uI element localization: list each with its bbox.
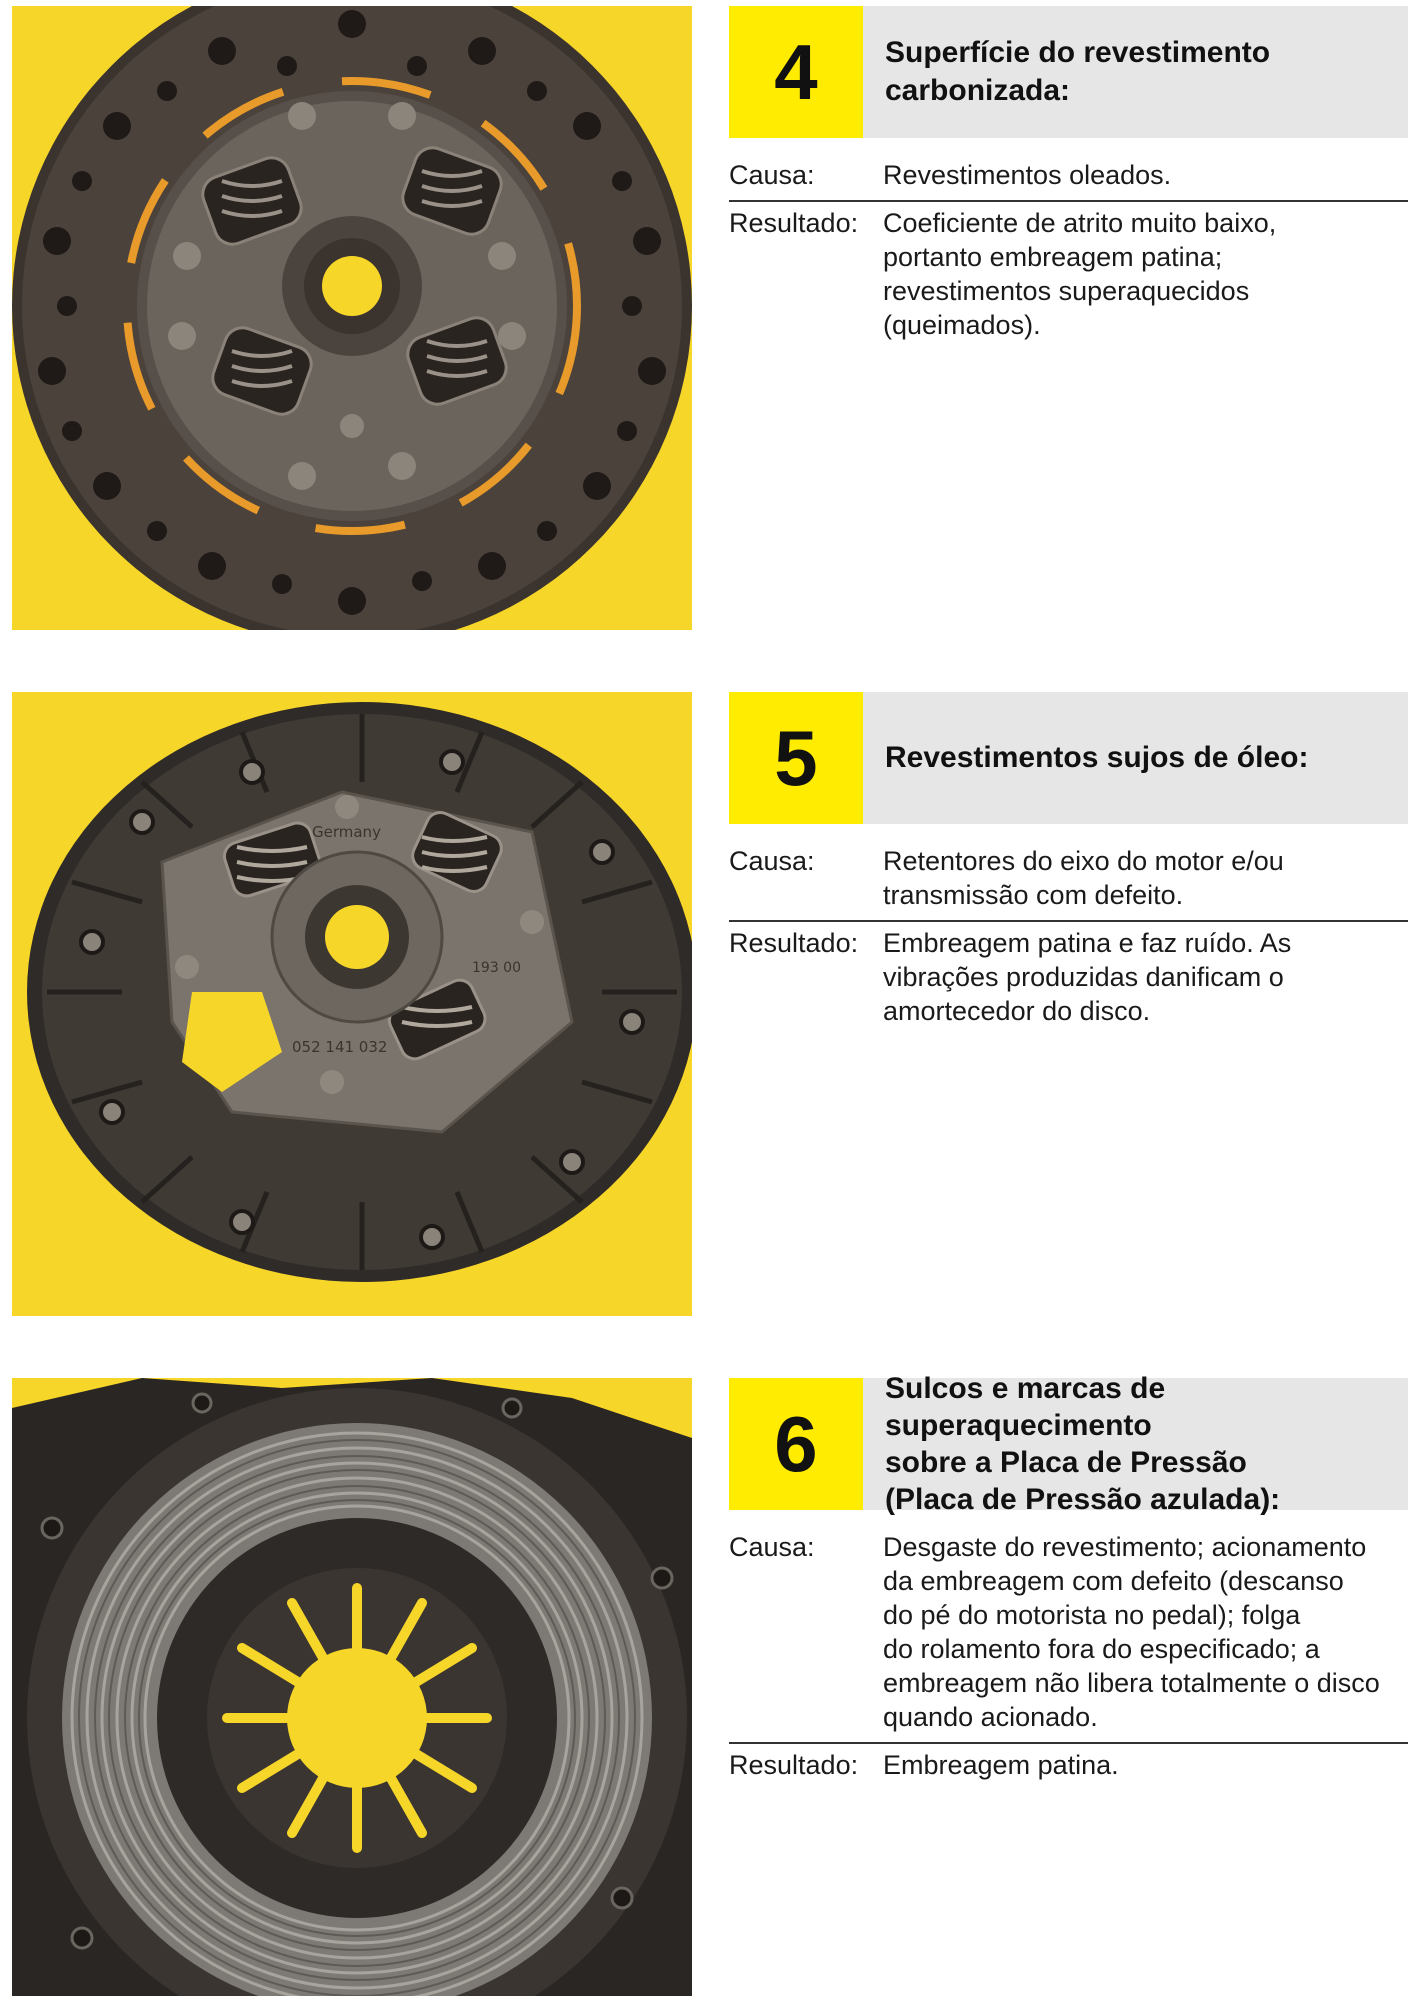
cause-value: Retentores do eixo do motor e/ou transmissão com defeito. [883,846,1284,910]
photo-clutch-disc-carbonized [12,6,692,630]
section-details [729,154,1408,350]
cause-label: Causa: [729,846,815,876]
result-row [729,922,1408,1036]
result-value: Coeficiente de atrito muito baixo, portanto embreagem patina; revestimentos superaquecidos (queimados). [883,208,1277,340]
stamp-label-top: Germany [312,823,381,841]
part-number-label: 052 141 032 [292,1038,388,1056]
result-label: Resultado: [729,928,859,958]
result-row [729,1744,1408,1790]
cause-label: Causa: [729,160,815,190]
cause-value: Revestimentos oleados. [883,160,1172,190]
section-number: 6 [729,1378,863,1510]
section-header [729,692,1408,824]
section-details [729,840,1408,1036]
result-value: Embreagem patina e faz ruído. As vibrações produzidas danificam o amortecedor do disco. [883,928,1292,1026]
cause-value: Desgaste do revestimento; acionamento da embreagem com defeito (descanso do pé do motorista no pedal); folga do rolamento fora do especificado; a embreagem não libera totalmente o disco quando acionado. [883,1532,1380,1732]
section-header [729,6,1408,138]
result-label: Resultado: [729,1750,859,1780]
cause-row [729,1526,1408,1744]
clutch-disc-illustration [12,6,692,630]
cause-row [729,840,1408,922]
section-details [729,1526,1408,1790]
section-number: 5 [729,692,863,824]
result-value: Embreagem patina. [883,1750,1119,1780]
cause-row [729,154,1408,202]
section-title: Revestimentos sujos de óleo: [885,741,1309,774]
section-title: Sulcos e marcas de superaquecimento sobre a Placa de Pressão (Placa de Pressão azulada): [885,1372,1281,1516]
section-number: 4 [729,6,863,138]
cause-label: Causa: [729,1532,815,1562]
photo-pressure-plate [12,1378,692,1996]
clutch-disc-illustration [12,692,692,1316]
section-header [729,1372,1408,1516]
stamp-label-side: 193 00 [472,960,521,976]
pressure-plate-illustration [12,1378,692,1996]
result-row [729,202,1408,350]
photo-clutch-disc-oily [12,692,692,1316]
section-title: Superfície do revestimento carbonizada: [885,36,1271,107]
result-label: Resultado: [729,208,859,238]
